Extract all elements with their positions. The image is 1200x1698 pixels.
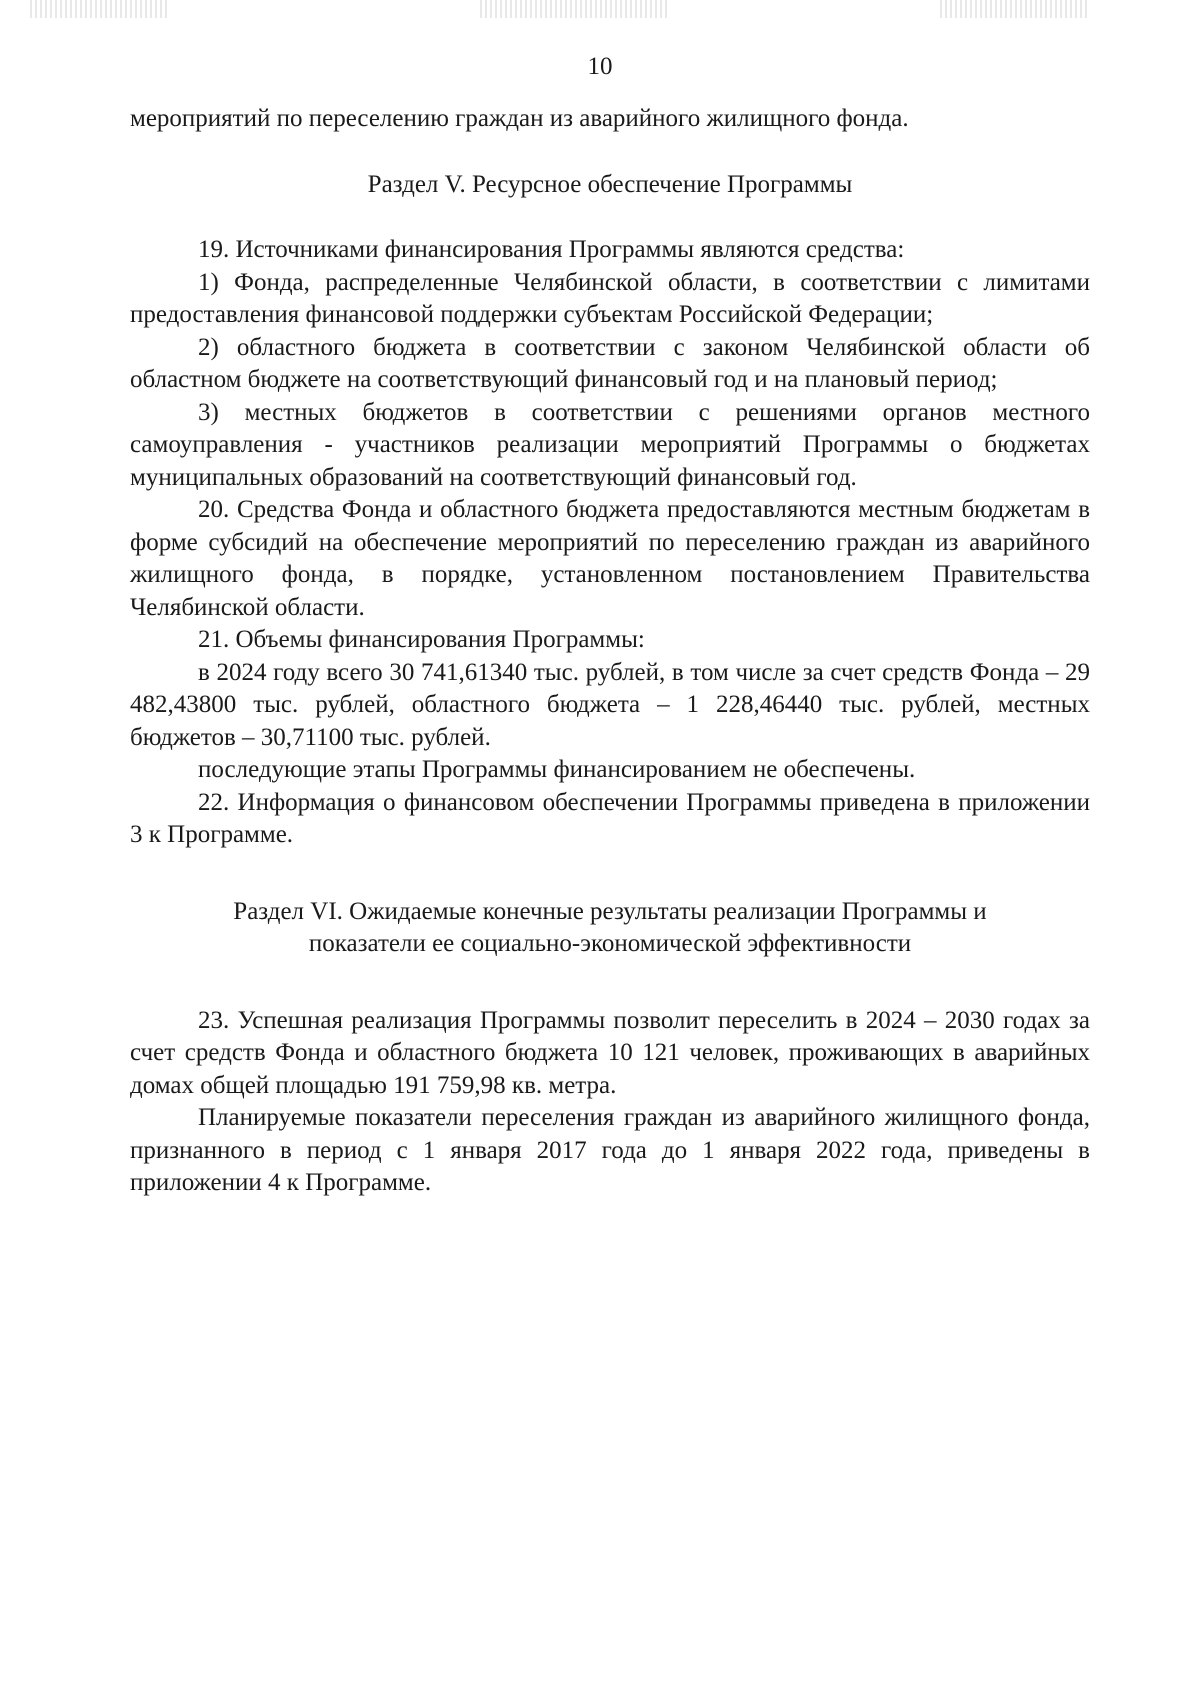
scan-artifact (30, 0, 170, 18)
paragraph-21-next-stages: последующие этапы Программы финансированием не обеспечены. (198, 756, 916, 783)
scan-artifact (480, 0, 670, 18)
paragraph-21: 21. Объемы финансирования Программы: (198, 626, 645, 653)
scan-artifact (940, 0, 1090, 18)
intro-line: мероприятий по переселению граждан из аварийного жилищного фонда. (130, 105, 909, 132)
paragraph-19-item-1: 1) Фонда, распределенные Челябинской области, в соответствии с лимитами предоставления финансовой поддержки субъектам Российской Федерации; (130, 268, 1090, 328)
paragraph-23: 23. Успешная реализация Программы позволит переселить в 2024 – 2030 годах за счет средств Фонда и областного бюджета 10 121 человек, проживающих в аварийных домах общей площадью 191 759,98 кв. метра. (130, 1006, 1090, 1099)
section-5-heading: Раздел V. Ресурсное обеспечение Программы (367, 170, 853, 198)
page-number: 10 (587, 53, 613, 80)
document-body (130, 103, 1090, 1200)
paragraph-19-item-3: 3) местных бюджетов в соответствии с решениями органов местного самоуправления - участников реализации мероприятий Программы о бюджетах муниципальных образований на соответствующий финансовый год. (130, 398, 1090, 491)
paragraph-22: 22. Информация о финансовом обеспечении Программы приведена в приложении 3 к Программе. (130, 788, 1090, 848)
paragraph-23-planned-indicators: Планируемые показатели переселения граждан из аварийного жилищного фонда, признанного в период с 1 января 2017 года до 1 января 2022 года, приведены в приложении 4 к Программе. (130, 1104, 1090, 1196)
paragraph-21-volumes: в 2024 году всего 30 741,61340 тыс. рублей, в том числе за счет средств Фонда – 29 482,43800 тыс. рублей, областного бюджета – 1 228,46440 тыс. рублей, местных бюджетов – 30,71100 тыс. рублей. (130, 658, 1090, 751)
section-6-heading-line-1: Раздел VI. Ожидаемые конечные результаты реализации Программы и (233, 897, 987, 925)
paragraph-20: 20. Средства Фонда и областного бюджета предоставляются местным бюджетам в форме субсидий на обеспечение мероприятий по переселению граждан из аварийного жилищного фонда, в порядке, установленном постановлением Правительства Челябинской области. (130, 496, 1090, 621)
paragraph-19: 19. Источниками финансирования Программы являются средства: (198, 236, 905, 263)
paragraph-19-item-2: 2) областного бюджета в соответствии с законом Челябинской области об областном бюджете на соответствующий финансовый год и на плановый период; (130, 333, 1090, 393)
section-6-heading-line-2: показатели ее социально-экономической эффективности (308, 930, 912, 957)
